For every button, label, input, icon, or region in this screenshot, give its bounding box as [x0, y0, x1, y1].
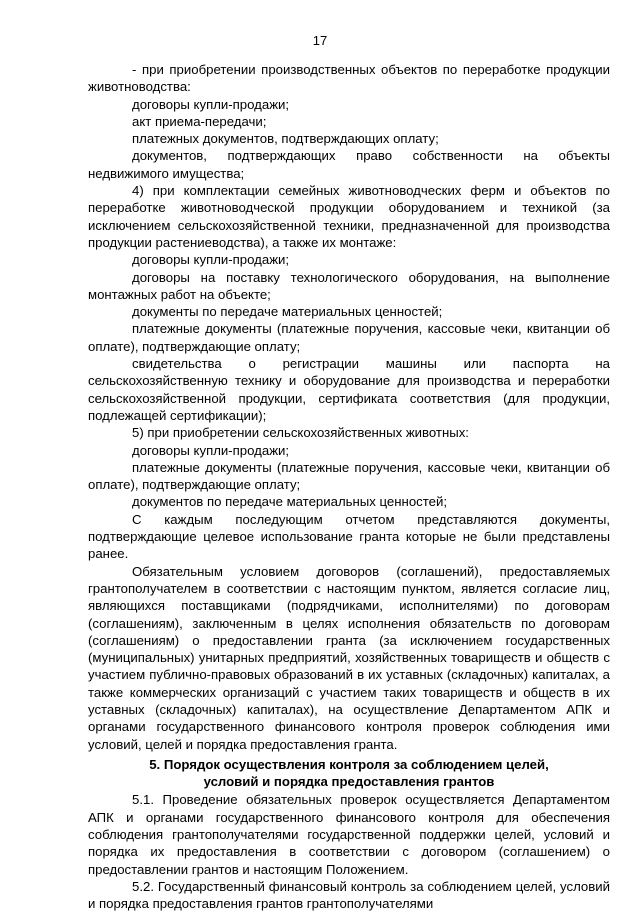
paragraph: 5) при приобретении сельскохозяйственных животных:	[132, 425, 469, 441]
paragraph: свидетельства о регистрации машины или паспорта на сельскохозяйственную технику и оборудование для производства и переработки сельскохозяйственной продукции, сертификата соответствия (для продукции, подлежащей сертификации);	[88, 356, 610, 423]
paragraph: договоры купли-продажи;	[132, 252, 290, 268]
paragraph: договоры на поставку технологического оборудования, на выполнение монтажных работ на объекте;	[88, 269, 610, 302]
paragraph: документов по передаче материальных ценностей;	[132, 494, 448, 510]
paragraph: договоры купли-продажи;	[132, 96, 290, 112]
section-heading	[88, 756, 610, 791]
section-heading-line: 5. Порядок осуществления контроля за соблюдением целей,	[149, 756, 549, 772]
paragraph: - при приобретении производственных объектов по переработке продукции животноводства:	[88, 62, 610, 95]
page-number: 17	[312, 33, 328, 48]
paragraph: документы по передаче материальных ценностей;	[132, 304, 443, 320]
paragraph: 5.2. Государственный финансовый контроль за соблюдением целей, условий и порядка предоставления грантов грантополучателями	[88, 878, 610, 912]
paragraph: платежных документов, подтверждающих оплату;	[132, 131, 439, 147]
paragraph: платежные документы (платежные поручения, кассовые чеки, квитанции об оплате), подтверждающие оплату;	[88, 321, 610, 354]
paragraph: С каждым последующим отчетом представляются документы, подтверждающие целевое использование гранта которые не были представлены ранее.	[88, 511, 610, 562]
paragraph: договоры купли-продажи;	[132, 442, 290, 458]
document-body	[88, 61, 610, 913]
paragraph: Обязательным условием договоров (соглашений), предоставляемых грантополучателем в соответствии с настоящим пунктом, является согласие лиц, являющихся поставщиками (подрядчиками, исполнителями) по договорам (соглашениям), заключенным в целях исполнения обязательств по договорам (соглашениям) о предоставлении гранта (за исключением государственных (муниципальных) унитарных предприятий, хозяйственных товариществ и обществ с участием публично-правовых образований в их уставных (складочных) капиталах, а также коммерческих организаций с участием таких товариществ и обществ в их уставных (складочных) капиталах), на осуществление Департаментом АПК и органами государственного финансового контроля проверок соблюдения ими условий, целей и порядка предоставления гранта.	[88, 563, 610, 752]
paragraph: акт приема-передачи;	[132, 113, 267, 129]
paragraph: документов, подтверждающих право собственности на объекты недвижимого имущества;	[88, 148, 610, 181]
section-heading-line: условий и порядка предоставления грантов	[203, 774, 495, 790]
paragraph: 4) при комплектации семейных животноводческих ферм и объектов по переработке животноводческой продукции оборудованием и техникой (за исключением сельскохозяйственной техники, предназначенной для производства продукции растениеводства), а также их монтаже:	[88, 183, 610, 250]
paragraph: 5.1. Проведение обязательных проверок осуществляется Департаментом АПК и органами государственного финансового контроля для обеспечения соблюдения грантополучателями государственной поддержки целей, условий и порядка их предоставления в соответствии с договором (соглашением) о предоставлении грантов и настоящим Положением.	[88, 792, 610, 877]
paragraph: платежные документы (платежные поручения, кассовые чеки, квитанции об оплате), подтверждающие оплату;	[88, 459, 610, 493]
